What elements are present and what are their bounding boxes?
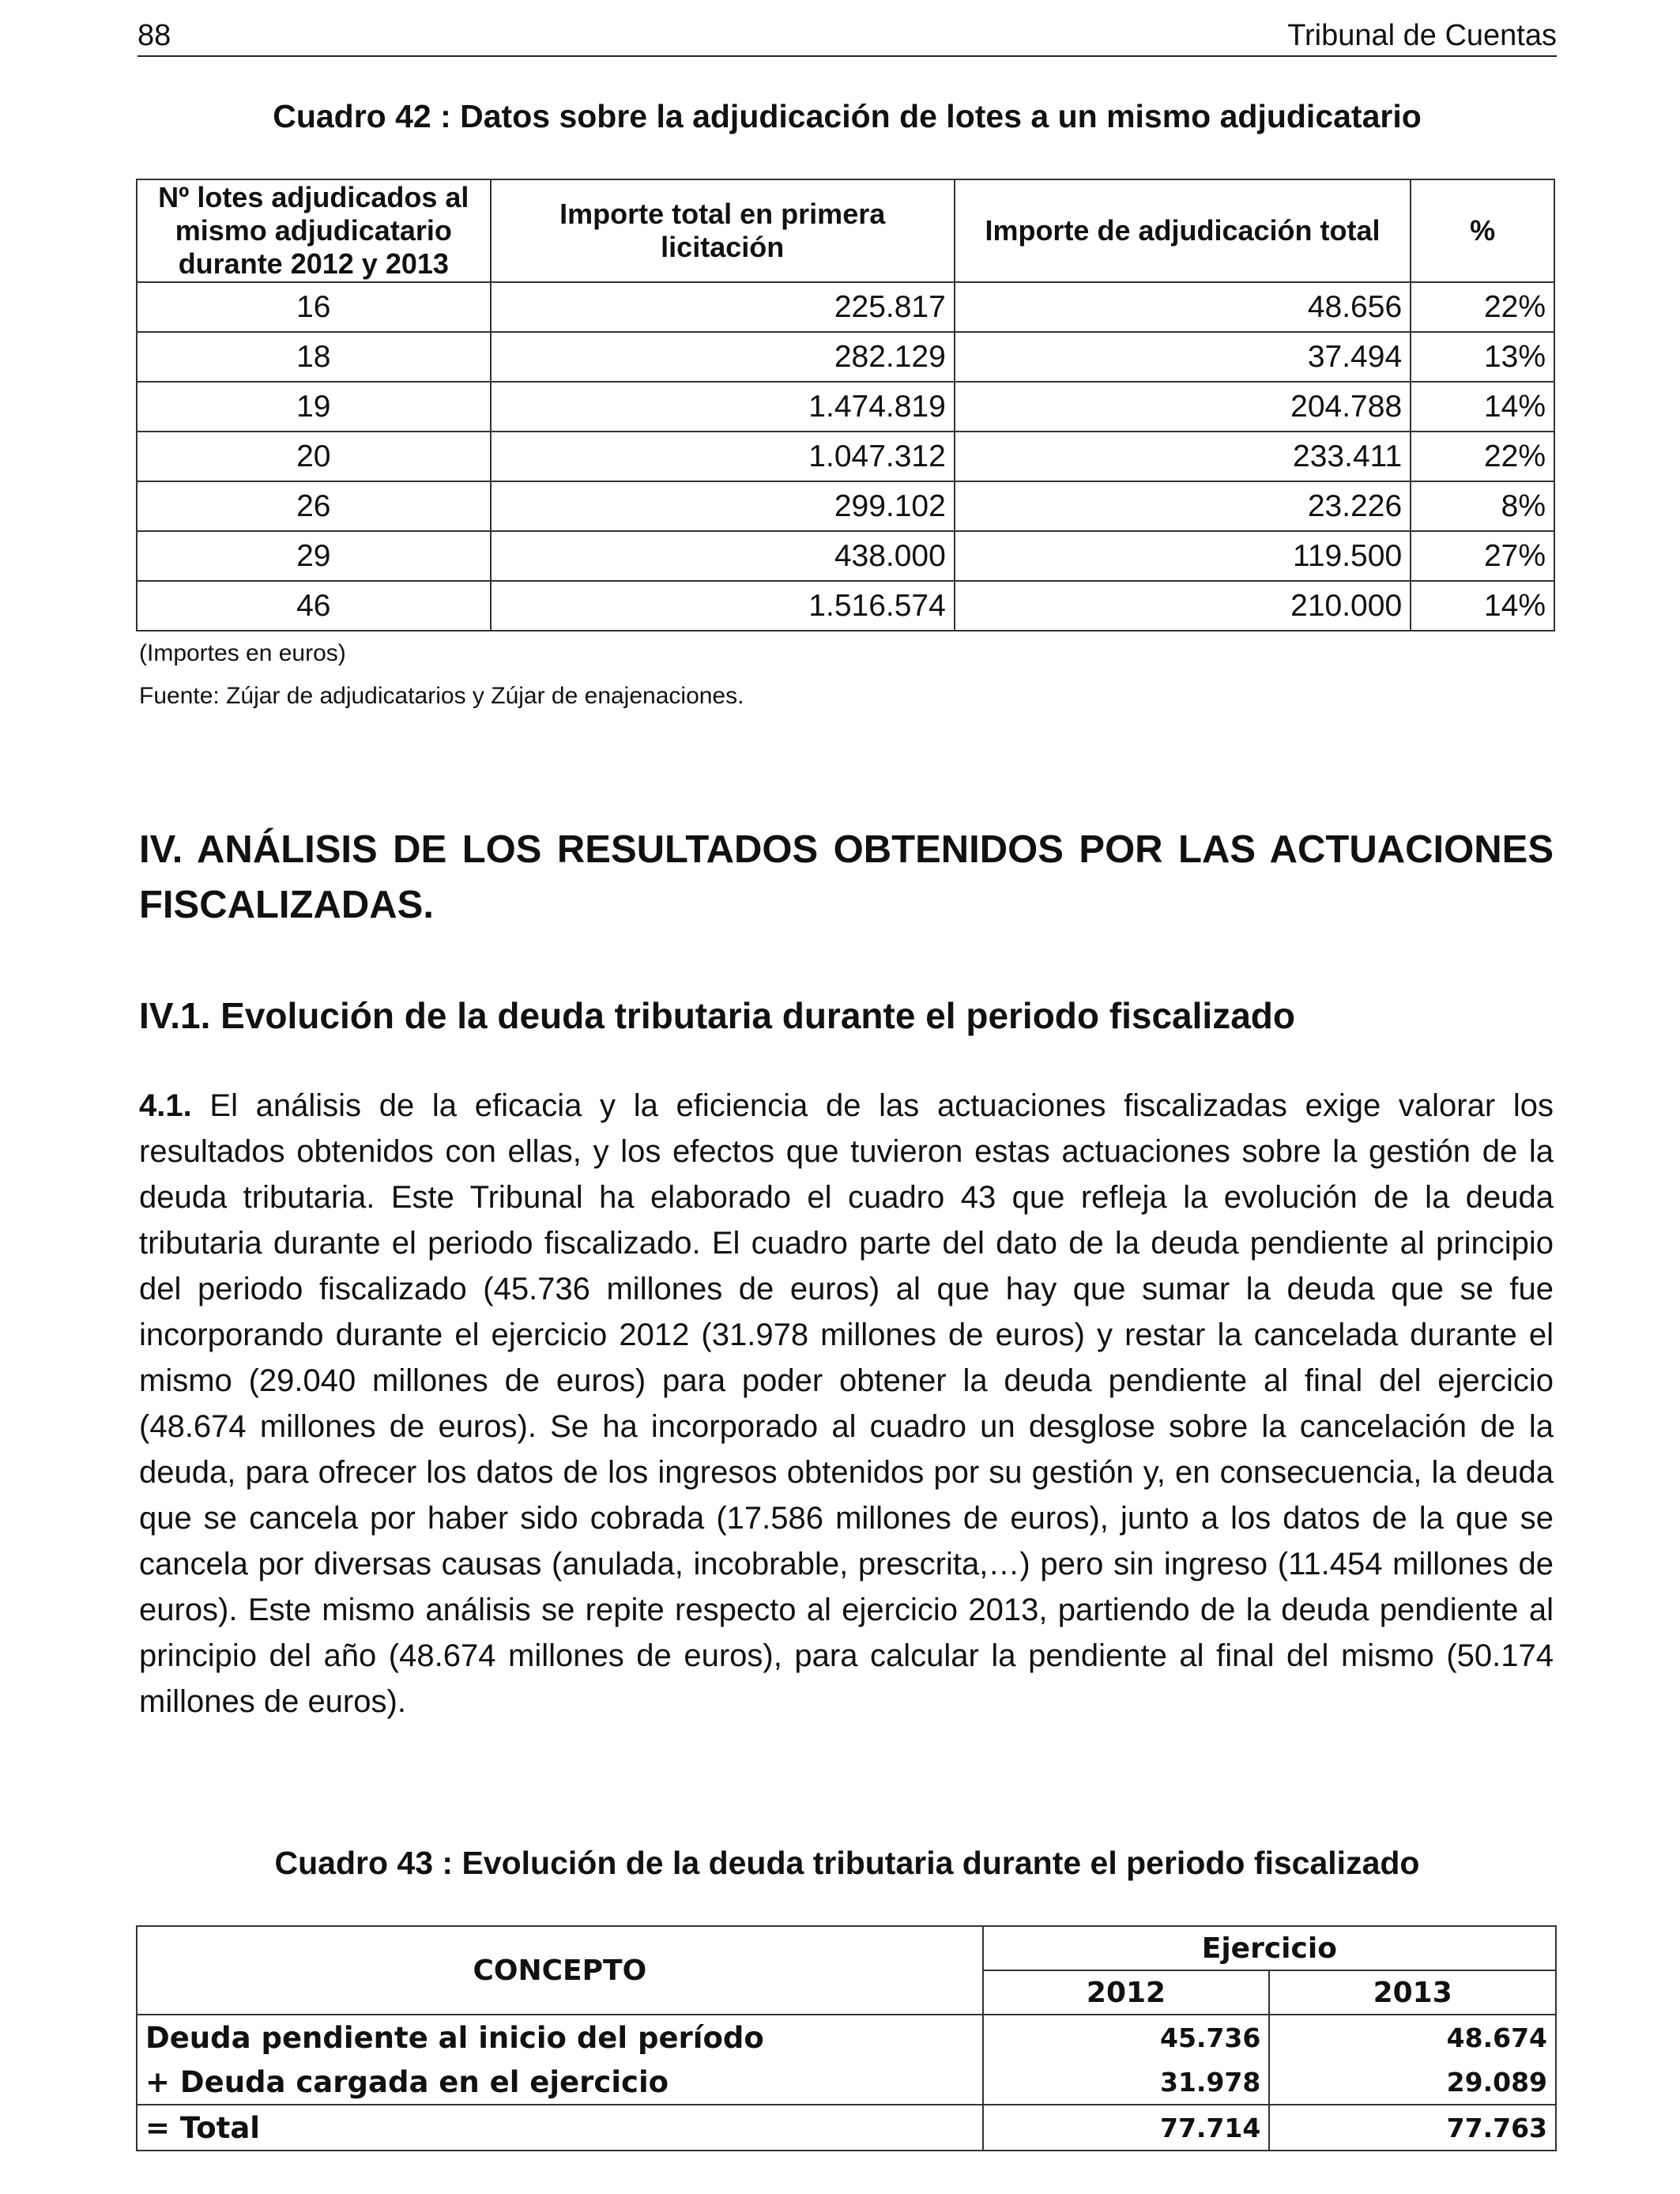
running-header [137, 14, 1557, 57]
table-43-header-row [137, 1926, 1556, 1970]
table-row [137, 531, 1554, 581]
cell-licitacion: 282.129 [491, 332, 955, 382]
table-42-source-note: Fuente: Zújar de adjudicatarios y Zújar de enajenaciones. [139, 683, 744, 709]
cell-concepto: Deuda pendiente al inicio del período [137, 2015, 983, 2060]
cell-2012: 45.736 [983, 2015, 1270, 2060]
table-row [137, 481, 1554, 531]
cell-2013: 29.089 [1269, 2060, 1556, 2105]
section-heading: IV. ANÁLISIS DE LOS RESULTADOS OBTENIDOS POR LAS ACTUACIONES FISCALIZADAS. [139, 828, 1554, 926]
cell-lotes: 29 [137, 531, 491, 581]
cell-lotes: 26 [137, 481, 491, 531]
page-number: 88 [137, 19, 171, 52]
cell-licitacion: 299.102 [491, 481, 955, 531]
table-row-total [137, 2105, 1556, 2151]
table-row [137, 382, 1554, 432]
cell-licitacion: 1.474.819 [491, 382, 955, 432]
cell-licitacion: 438.000 [491, 531, 955, 581]
table-row [137, 432, 1554, 481]
cell-2012: 77.714 [983, 2105, 1270, 2151]
cell-percent: 22% [1411, 282, 1554, 332]
table-row [137, 282, 1554, 332]
table-42-units-note: (Importes en euros) [139, 640, 346, 666]
table-row [137, 2015, 1556, 2060]
header-importe-licitacion: Importe total en primera licitación [491, 179, 955, 282]
cell-lotes: 16 [137, 282, 491, 332]
cell-percent: 8% [1411, 481, 1554, 531]
cell-2013: 77.763 [1269, 2105, 1556, 2151]
cell-adjudicacion: 37.494 [955, 332, 1411, 382]
cell-adjudicacion: 23.226 [955, 481, 1411, 531]
cell-2012: 31.978 [983, 2060, 1270, 2105]
header-percent: % [1411, 179, 1554, 282]
paragraph-4-1 [139, 1083, 1554, 1725]
header-year-2012: 2012 [983, 1970, 1270, 2015]
table-42 [136, 179, 1555, 631]
subsection-heading: IV.1. Evolución de la deuda tributaria durante el periodo fiscalizado [139, 995, 1295, 1036]
cell-percent: 14% [1411, 382, 1554, 432]
table-42-header-row [137, 179, 1554, 282]
cell-licitacion: 1.516.574 [491, 581, 955, 631]
cell-percent: 27% [1411, 531, 1554, 581]
cell-lotes: 18 [137, 332, 491, 382]
cell-adjudicacion: 48.656 [955, 282, 1411, 332]
cell-percent: 13% [1411, 332, 1554, 382]
paragraph-text: El análisis de la eficacia y la eficiencia de las actuaciones fiscalizadas exige valorar los resultados obtenidos con ellas, y los efectos que tuvieron estas actuaciones sobre la gestión de la deuda tributaria. Este Tribunal ha elaborado el cuadro 43 que refleja la evolución de la deuda tributaria durante el periodo fiscalizado. El cuadro parte del dato de la deuda pendiente al principio del periodo fiscalizado (45.736 millones de euros) al que hay que sumar la deuda que se fue incorporando durante el ejercicio 2012 (31.978 millones de euros) y restar la cancelada durante el mismo (29.040 millones de euros) para poder obtener la deuda pendiente al final del ejercicio (48.674 millones de euros). Se ha incorporado al cuadro un desglose sobre la cancelación de la deuda, para ofrecer los datos de los ingresos obtenidos por su gestión y, en consecuencia, la deuda que se cancela por haber sido cobrada (17.586 millones de euros), junto a los datos de la que se cancela por diversas causas (anulada, incobrable, prescrita,…) pero sin ingreso (11.454 millones de euros). Este mismo análisis se repite respecto al ejercicio 2013, partiendo de la deuda pendiente al principio del año (48.674 millones de euros), para calcular la pendiente al final del mismo (50.174 millones de euros). [139, 1088, 1554, 1719]
cell-adjudicacion: 119.500 [955, 531, 1411, 581]
cell-percent: 14% [1411, 581, 1554, 631]
cell-adjudicacion: 210.000 [955, 581, 1411, 631]
cell-lotes: 46 [137, 581, 491, 631]
table-43-caption: Cuadro 43 : Evolución de la deuda tributaria durante el periodo fiscalizado [274, 1845, 1420, 1881]
table-43 [136, 1925, 1557, 2151]
running-title: Tribunal de Cuentas [1287, 19, 1557, 52]
cell-concepto: + Deuda cargada en el ejercicio [137, 2060, 983, 2105]
cell-adjudicacion: 204.788 [955, 382, 1411, 432]
table-row [137, 332, 1554, 382]
header-concepto: CONCEPTO [137, 1926, 983, 2015]
cell-2013: 48.674 [1269, 2015, 1556, 2060]
cell-lotes: 19 [137, 382, 491, 432]
cell-licitacion: 225.817 [491, 282, 955, 332]
table-row [137, 2060, 1556, 2105]
cell-adjudicacion: 233.411 [955, 432, 1411, 481]
table-row [137, 581, 1554, 631]
paragraph-number: 4.1. [139, 1088, 192, 1123]
cell-licitacion: 1.047.312 [491, 432, 955, 481]
table-42-caption: Cuadro 42 : Datos sobre la adjudicación de lotes a un mismo adjudicatario [273, 98, 1422, 134]
header-ejercicio: Ejercicio [983, 1926, 1556, 1970]
header-lotes: Nº lotes adjudicados al mismo adjudicatario durante 2012 y 2013 [137, 179, 491, 282]
cell-percent: 22% [1411, 432, 1554, 481]
header-importe-adjudicacion: Importe de adjudicación total [955, 179, 1411, 282]
cell-lotes: 20 [137, 432, 491, 481]
header-year-2013: 2013 [1269, 1970, 1556, 2015]
cell-concepto: = Total [137, 2105, 983, 2151]
